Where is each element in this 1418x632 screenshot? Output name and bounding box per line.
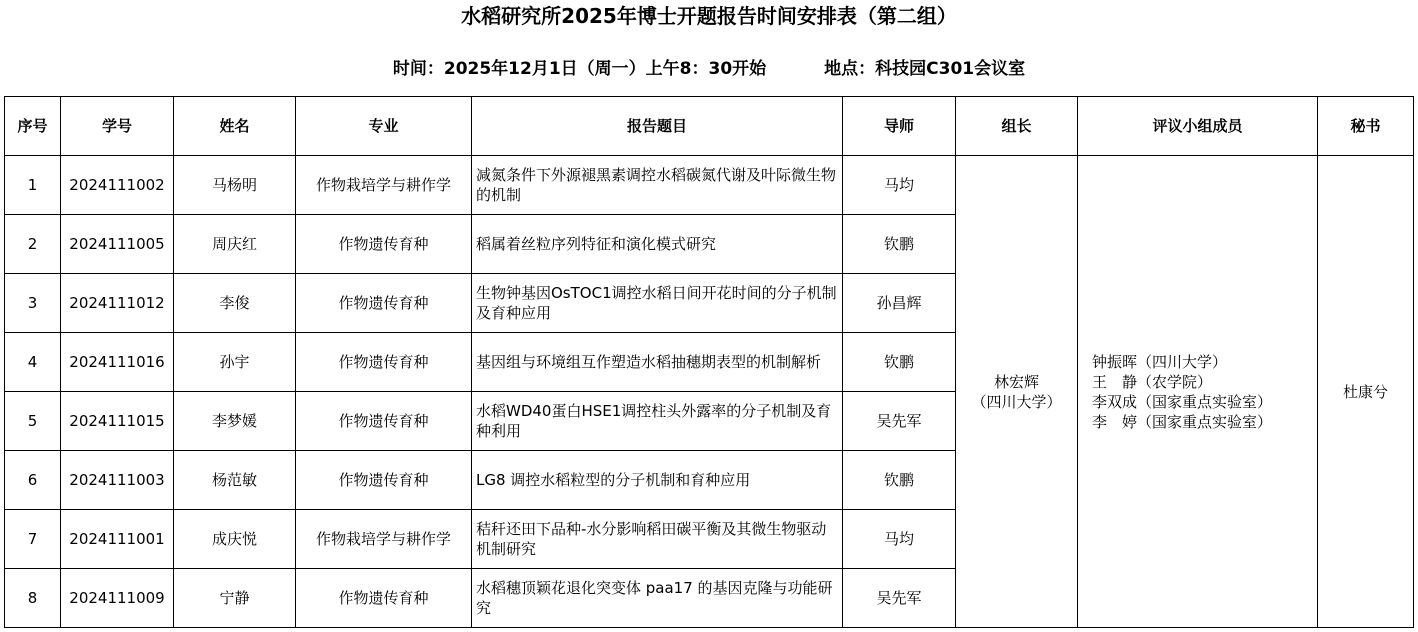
cell-student-id: 2024111002 (61, 156, 174, 215)
cell-student-id: 2024111001 (61, 510, 174, 569)
cell-advisor: 吴先军 (843, 569, 956, 628)
members-cell (1078, 156, 1318, 628)
header-leader: 组长 (956, 97, 1078, 156)
cell-student-id: 2024111005 (61, 215, 174, 274)
cell-no: 7 (5, 510, 61, 569)
cell-advisor: 钦鹏 (843, 451, 956, 510)
header-major: 专业 (296, 97, 472, 156)
cell-topic: 水稻穗顶颖花退化突变体 paa17 的基因克隆与功能研究 (472, 569, 843, 628)
header-student-id: 学号 (61, 97, 174, 156)
leader-affiliation: （四川大学） (971, 392, 1062, 411)
cell-student-id: 2024111015 (61, 392, 174, 451)
cell-major: 作物栽培学与耕作学 (296, 510, 472, 569)
cell-student-id: 2024111012 (61, 274, 174, 333)
cell-student-id: 2024111009 (61, 569, 174, 628)
cell-name: 马杨明 (174, 156, 296, 215)
cell-student-id: 2024111003 (61, 451, 174, 510)
secretary-cell: 杜康兮 (1318, 156, 1414, 628)
cell-topic: 生物钟基因OsTOC1调控水稻日间开花时间的分子机制及育种应用 (472, 274, 843, 333)
header-name: 姓名 (174, 97, 296, 156)
cell-major: 作物遗传育种 (296, 392, 472, 451)
cell-major: 作物栽培学与耕作学 (296, 156, 472, 215)
cell-advisor: 吴先军 (843, 392, 956, 451)
cell-major: 作物遗传育种 (296, 274, 472, 333)
table-row (5, 156, 1414, 215)
header-topic: 报告题目 (472, 97, 843, 156)
header-advisor: 导师 (843, 97, 956, 156)
cell-no: 5 (5, 392, 61, 451)
cell-name: 孙宇 (174, 333, 296, 392)
header-members: 评议小组成员 (1078, 97, 1318, 156)
cell-no: 4 (5, 333, 61, 392)
cell-name: 成庆悦 (174, 510, 296, 569)
meeting-location: 地点：科技园C301会议室 (824, 59, 1026, 79)
header-secretary: 秘书 (1318, 97, 1414, 156)
cell-no: 2 (5, 215, 61, 274)
cell-name: 杨范敏 (174, 451, 296, 510)
cell-topic: 基因组与环境组互作塑造水稻抽穗期表型的机制解析 (472, 333, 843, 392)
member-item: 王 静（农学院） (1092, 372, 1213, 391)
cell-no: 8 (5, 569, 61, 628)
cell-no: 6 (5, 451, 61, 510)
schedule-table (4, 96, 1414, 628)
meeting-time: 时间：2025年12月1日（周一）上午8：30开始 (392, 59, 767, 79)
leader-name: 林宏辉 (993, 372, 1039, 391)
cell-major: 作物遗传育种 (296, 333, 472, 392)
cell-major: 作物遗传育种 (296, 451, 472, 510)
cell-no: 3 (5, 274, 61, 333)
cell-advisor: 马均 (843, 510, 956, 569)
cell-no: 1 (5, 156, 61, 215)
cell-topic: 秸秆还田下品种-水分影响稻田碳平衡及其微生物驱动机制研究 (472, 510, 843, 569)
cell-major: 作物遗传育种 (296, 215, 472, 274)
cell-student-id: 2024111016 (61, 333, 174, 392)
leader-cell (956, 156, 1078, 628)
member-item: 李 婷（国家重点实验室） (1092, 412, 1273, 431)
cell-major: 作物遗传育种 (296, 569, 472, 628)
schedule-info (0, 56, 1418, 82)
cell-topic: 稻属着丝粒序列特征和演化模式研究 (472, 215, 843, 274)
cell-advisor: 钦鹏 (843, 215, 956, 274)
cell-topic: LG8 调控水稻粒型的分子机制和育种应用 (472, 451, 843, 510)
cell-topic: 减氮条件下外源褪黑素调控水稻碳氮代谢及叶际微生物的机制 (472, 156, 843, 215)
cell-name: 李梦媛 (174, 392, 296, 451)
cell-name: 李俊 (174, 274, 296, 333)
cell-advisor: 钦鹏 (843, 333, 956, 392)
document-title: 水稻研究所2025年博士开题报告时间安排表（第二组） (461, 4, 957, 28)
cell-name: 周庆红 (174, 215, 296, 274)
cell-topic: 水稻WD40蛋白HSE1调控柱头外露率的分子机制及育种利用 (472, 392, 843, 451)
cell-advisor: 马均 (843, 156, 956, 215)
member-item: 钟振晖（四川大学） (1092, 352, 1228, 371)
cell-advisor: 孙昌辉 (843, 274, 956, 333)
cell-name: 宁静 (174, 569, 296, 628)
header-row (5, 97, 1414, 156)
header-no: 序号 (5, 97, 61, 156)
member-item: 李双成（国家重点实验室） (1092, 392, 1273, 411)
